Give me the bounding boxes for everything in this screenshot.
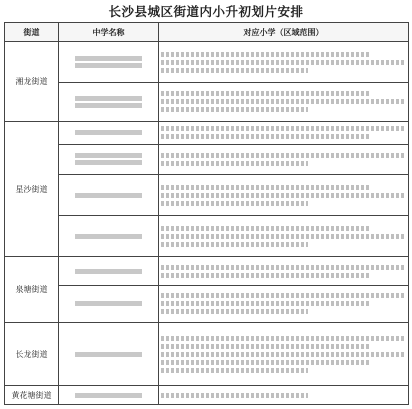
school-cell: [59, 216, 159, 257]
school-cell: [59, 286, 159, 323]
header-street: 街道: [5, 23, 59, 42]
street-cell: 黄花塘街道: [5, 386, 59, 405]
scope-cell: [159, 286, 409, 323]
table-row: [5, 286, 409, 323]
header-scope: 对应小学（区域范围）: [159, 23, 409, 42]
school-cell: [59, 322, 159, 386]
table-header-row: [5, 23, 409, 42]
school-cell: [59, 83, 159, 122]
scope-cell: [159, 42, 409, 83]
page-title: 长沙县城区街道内小升初划片安排: [108, 4, 304, 19]
scope-cell: [159, 144, 409, 175]
street-cell: 星沙街道: [5, 121, 59, 256]
school-cell: [59, 144, 159, 175]
scope-cell: [159, 121, 409, 144]
table-row: [5, 121, 409, 144]
scope-cell: [159, 322, 409, 386]
school-cell: [59, 386, 159, 405]
table-row: [5, 175, 409, 216]
scope-cell: [159, 83, 409, 122]
table-row: [5, 144, 409, 175]
street-cell: 湘龙街道: [5, 42, 59, 122]
table-row: [5, 42, 409, 83]
street-cell: 长龙街道: [5, 322, 59, 386]
school-cell: [59, 175, 159, 216]
table-row: [5, 257, 409, 286]
table-row: [5, 216, 409, 257]
school-district-table: [4, 22, 409, 405]
scope-cell: [159, 386, 409, 405]
table-row: [5, 322, 409, 386]
table-row: [5, 83, 409, 122]
school-cell: [59, 121, 159, 144]
scope-cell: [159, 216, 409, 257]
header-school: 中学名称: [59, 23, 159, 42]
scope-cell: [159, 175, 409, 216]
scope-cell: [159, 257, 409, 286]
school-cell: [59, 257, 159, 286]
street-cell: 泉塘街道: [5, 257, 59, 323]
school-cell: [59, 42, 159, 83]
table-row: [5, 386, 409, 405]
